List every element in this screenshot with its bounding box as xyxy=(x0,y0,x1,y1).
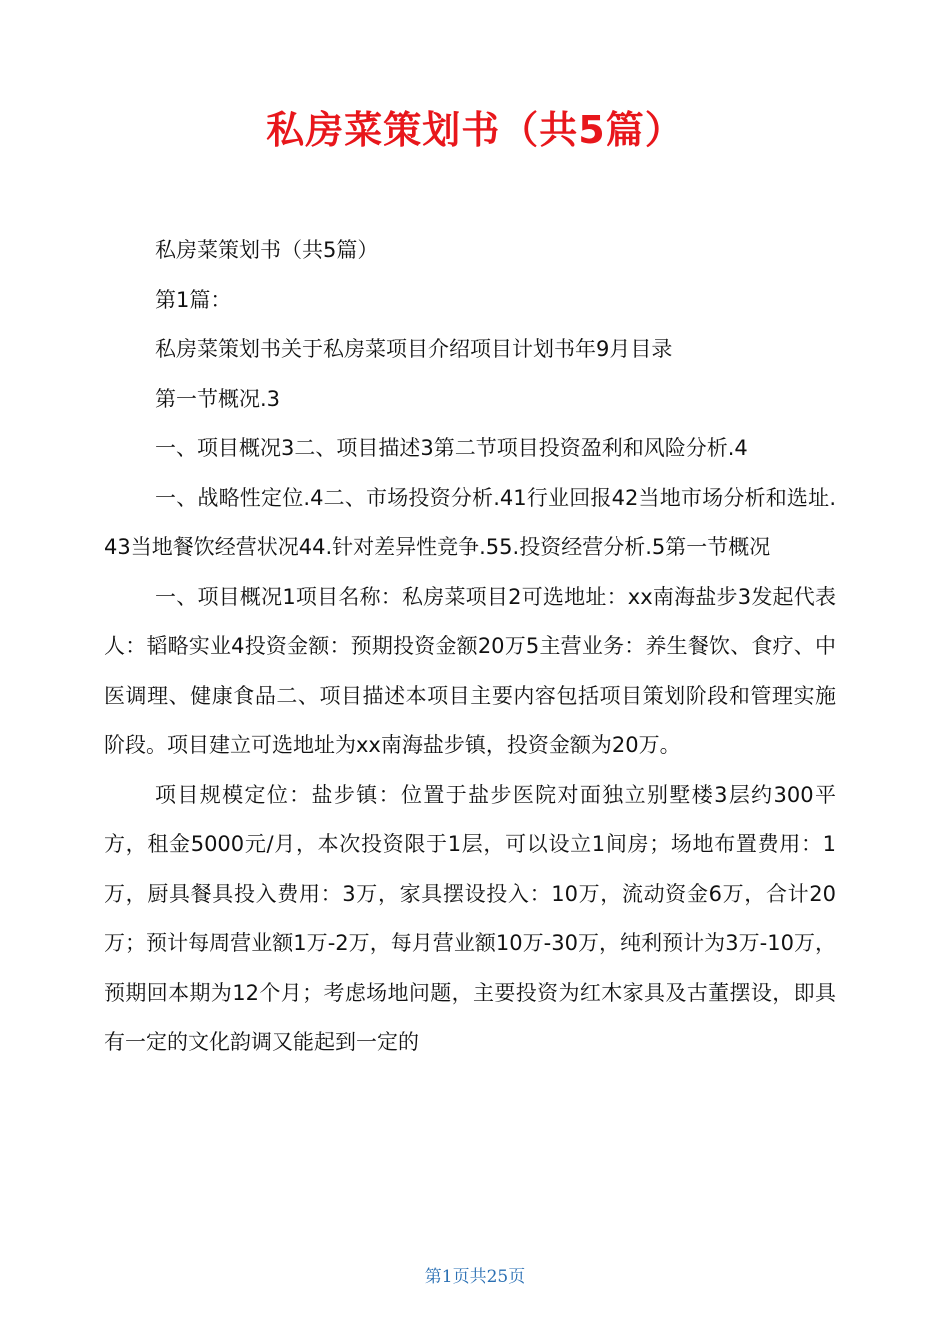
body-paragraph: 项目规模定位：盐步镇：位置于盐步医院对面独立别墅楼3层约300平方，租金5000元/月，本次投资限于1层，可以设立1间房；场地布置费用：1万，厨具餐具投入费用：3万，家具摆设投入：10万，流动资金6万，合计20万；预计每周营业额1万-2万，每月营业额10万-30万，纯利预计为3万-10万，预期回本期为12个月；考虑场地问题，主要投资为红木家具及古董摆设，即具有一定的文化韵调又能起到一定的 xyxy=(104,782,836,1054)
body-paragraph: 私房菜策划书（共5篇） xyxy=(155,238,379,262)
body-paragraph: 第一节概况.3 xyxy=(155,386,281,411)
body-paragraph: 第1篇： xyxy=(155,287,232,312)
body-paragraph: 一、项目概况3二、项目描述3第二节项目投资盈利和风险分析.4 xyxy=(155,436,748,460)
page-footer: 第1页共25页 xyxy=(424,1267,526,1287)
document-title: 私房菜策划书（共5篇） xyxy=(266,108,684,152)
body-paragraph: 一、项目概况1项目名称：私房菜项目2可选地址：xx南海盐步3发起代表人：韬略实业4投资金额：预期投资金额20万5主营业务：养生餐饮、食疗、中医调理、健康食品二、项目描述本项目主要内容包括项目策划阶段和管理实施阶段。项目建立可选地址为xx南海盐步镇，投资金额为20万。 xyxy=(104,584,836,757)
document-body xyxy=(104,226,836,1068)
body-paragraph: 一、战略性定位.4二、市场投资分析.41行业回报42当地市场分析和选址.43当地餐饮经营状况44.针对差异性竞争.55.投资经营分析.5第一节概况 xyxy=(104,485,836,559)
body-paragraph: 私房菜策划书关于私房菜项目介绍项目计划书年9月目录 xyxy=(155,337,673,361)
